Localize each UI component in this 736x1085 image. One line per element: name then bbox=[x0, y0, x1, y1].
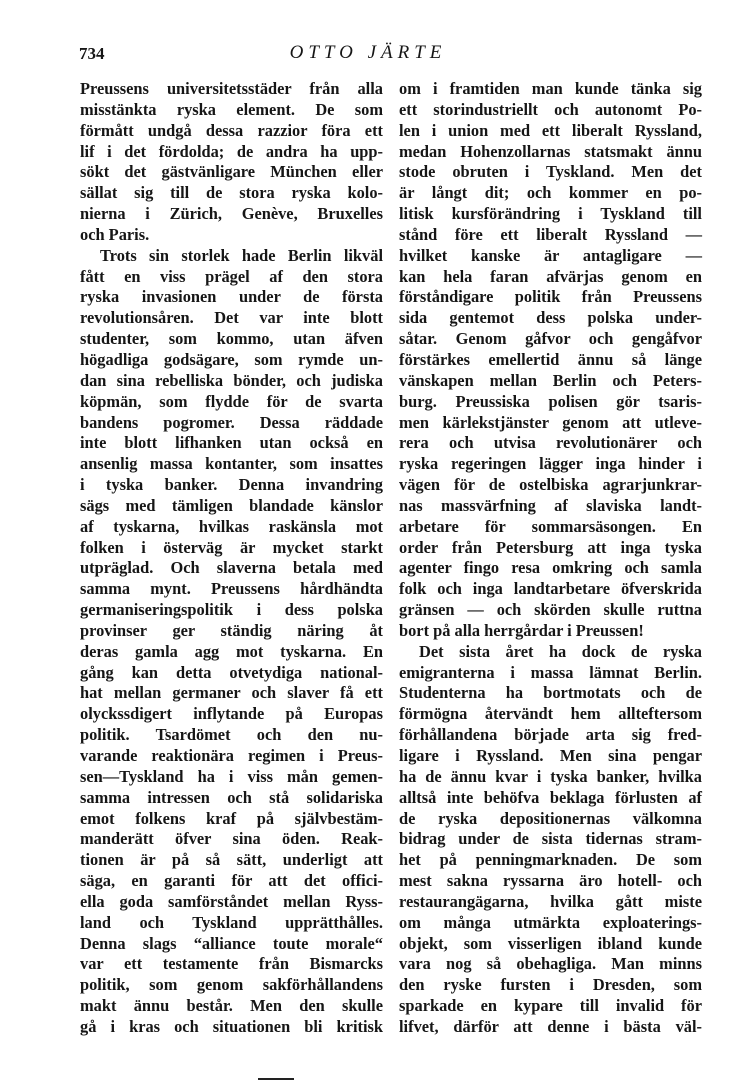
text-line: vänskapen mellan Berlin och Peters- bbox=[399, 370, 702, 390]
text-line: ansenlig massa kontanter, som insattes bbox=[80, 454, 383, 474]
text-line: sällat sig till de stora ryska kolo- bbox=[80, 183, 383, 203]
text-line: vägen för de ostelbiska agrarjunkrar- bbox=[399, 475, 702, 495]
text-line: bort på alla herrgårdar i Preussen! bbox=[399, 620, 644, 640]
text-line: restaurangägarna, hvilka gått miste bbox=[399, 891, 702, 911]
text-line: emot folkens kraf på självbestäm- bbox=[80, 808, 383, 828]
text-line: Preussens universitetsstäder från alla bbox=[80, 79, 383, 98]
text-line: arbetare för sommarsäsongen. En bbox=[399, 516, 702, 536]
text-line: fått en viss prägel af den stora bbox=[80, 266, 383, 286]
text-line: mest sakna ryssarna äro hotell- och bbox=[399, 871, 702, 891]
text-line: misstänkta ryska element. De som bbox=[80, 99, 383, 119]
text-line: förhållandena började arta sig fred- bbox=[399, 725, 702, 745]
text-line: nas massvärfning af slaviska landt- bbox=[399, 495, 702, 515]
text-line: studenter, som kommo, utan äfven bbox=[80, 329, 383, 349]
text-line: förstärkes emellertid ännu så länge bbox=[399, 349, 702, 369]
text-line: stode obruten i Tyskland. Men det bbox=[399, 162, 702, 182]
text-line: var ett testamente från Bismarcks bbox=[80, 954, 383, 974]
text-line: i tyska banker. Denna invandring bbox=[80, 475, 383, 495]
text-line: lif i det fördolda; de andra ha upp- bbox=[80, 141, 383, 161]
text-line: men kärlekstjänster genom att utleve- bbox=[399, 412, 702, 432]
text-line: gränsen — och skörden skulle ruttna bbox=[399, 600, 702, 620]
text-line: lifvet, därför att denne i bästa väl- bbox=[399, 1016, 702, 1036]
text-line: köpmän, som flydde för de svarta bbox=[80, 391, 383, 411]
text-line: ella goda samförståndet mellan Ryss- bbox=[80, 891, 383, 911]
text-line: deras gamla agg mot tyskarna. En bbox=[80, 641, 383, 661]
right-column bbox=[399, 79, 702, 1038]
text-line: tionen är på så sätt, underligt att bbox=[80, 850, 383, 870]
footer-rule bbox=[258, 1078, 294, 1080]
text-line: dan sina rebelliska bönder, och judiska bbox=[80, 370, 383, 390]
text-line: alltså inte behöfva beklaga förlusten af bbox=[399, 787, 702, 807]
text-line: gång kan detta otvetydiga national- bbox=[80, 662, 383, 682]
text-line: medan Hohenzollarnas statsmakt ännu bbox=[399, 141, 702, 161]
text-line: sen—Tyskland ha i viss mån gemen- bbox=[80, 766, 383, 786]
text-line: samma mynt. Preussens hårdhändta bbox=[80, 579, 383, 599]
text-line: vara nog så obehagliga. Man minns bbox=[399, 954, 702, 974]
text-line: politik. Tsardömet och den nu- bbox=[80, 725, 383, 745]
text-line: olyckssdigert inflytande på Europas bbox=[80, 704, 383, 724]
text-line: de ryska depositionernas välkomna bbox=[399, 808, 702, 828]
text-line: makt ännu består. Men den skulle bbox=[80, 996, 383, 1016]
page-number: 734 bbox=[79, 44, 105, 63]
text-line: säga, en garanti för att det offici- bbox=[80, 871, 383, 891]
text-line: Trots sin storlek hade Berlin likväl bbox=[100, 245, 383, 265]
text-line: gå i kras och situationen bli kritisk bbox=[80, 1016, 383, 1036]
text-line: burg. Preussiska polisen gör tsaris- bbox=[399, 391, 702, 411]
text-line: sägs med tämligen blandade känslor bbox=[80, 495, 383, 515]
text-line: het på penningmarknaden. De som bbox=[399, 850, 702, 870]
text-line: litisk kursförändring i Tyskland till bbox=[399, 204, 702, 224]
text-line: manderätt öfver sina öden. Reak- bbox=[80, 829, 383, 849]
text-line: förståndigare politik från Preussens bbox=[399, 287, 702, 307]
text-line: rera och utvisa revolutionärer och bbox=[399, 433, 702, 453]
text-line: förmått undgå dessa razzior föra ett bbox=[80, 120, 383, 140]
text-line: provinser ger ständig näring åt bbox=[80, 620, 383, 640]
text-line: emigranterna i massa lämnat Berlin. bbox=[399, 662, 702, 682]
text-line: såtar. Genom gåfvor och gengåfvor bbox=[399, 329, 702, 349]
text-line: bandens pogromer. Dessa räddade bbox=[80, 412, 383, 432]
text-line: folk och inga landtarbetare öfverskrida bbox=[399, 579, 702, 599]
text-line: samma intressen och stå solidariska bbox=[80, 787, 383, 807]
text-line: och Paris. bbox=[80, 224, 150, 244]
text-line: agenter fingo resa omkring och samla bbox=[399, 558, 702, 578]
text-line: sparkade en kypare till invalid för bbox=[399, 996, 702, 1016]
text-line: högadliga godsägare, som rymde un- bbox=[80, 349, 383, 369]
text-line: Studenterna ha bortmotats och de bbox=[399, 683, 702, 703]
text-line: nierna i Zürich, Genève, Bruxelles bbox=[80, 204, 383, 224]
text-line: är långt dit; och kommer en po- bbox=[399, 183, 702, 203]
text-line: revolutionsåren. Det var inte blott bbox=[80, 308, 383, 328]
text-line: len i union med ett liberalt Ryssland, bbox=[399, 120, 702, 140]
text-line: bidrag under de sista tidernas stram- bbox=[399, 829, 702, 849]
text-line: objekt, som visserligen ibland kunde bbox=[399, 933, 702, 953]
text-line: ha de ännu kvar i tyska banker, hvilka bbox=[399, 766, 702, 786]
text-line: ryska regeringen lägger inga hinder i bbox=[399, 454, 702, 474]
left-column bbox=[80, 79, 383, 1038]
text-line: politik, som genom sakförhållandens bbox=[80, 975, 383, 995]
text-line: inte blott lifhanken utan också en bbox=[80, 433, 383, 453]
text-line: sida gentemot dess polska under- bbox=[399, 308, 702, 328]
text-line: stånd före ett liberalt Ryssland — bbox=[399, 224, 702, 244]
running-title: OTTO JÄRTE bbox=[289, 42, 447, 63]
text-line: utpräglad. Och slaverna betala med bbox=[80, 558, 383, 578]
text-line: af tyskarna, hvilkas raskänsla mot bbox=[80, 516, 383, 536]
text-line: Denna slags “alliance toute morale“ bbox=[80, 933, 383, 953]
text-line: om många utmärkta exploaterings- bbox=[399, 912, 702, 932]
text-line: hat mellan germaner och slaver få ett bbox=[80, 683, 383, 703]
text-line: förmögna återvändt hem allteftersom bbox=[399, 704, 702, 724]
text-line: germaniseringspolitik i dess polska bbox=[80, 600, 383, 620]
text-line: ett storindustriellt och autonomt Po- bbox=[399, 99, 702, 119]
text-line: ligare i Ryssland. Men sina pengar bbox=[399, 746, 702, 765]
text-line: Det sista året ha dock de ryska bbox=[419, 641, 702, 661]
text-line: kan hela faran afvärjas genom en bbox=[399, 266, 702, 286]
text-line: hvilket kanske är antagligare — bbox=[399, 245, 702, 265]
text-line: den ryske fursten i Dresden, som bbox=[399, 975, 702, 995]
text-line: land och Tyskland upprätthålles. bbox=[80, 912, 383, 932]
text-line: ryska invasionen under de första bbox=[80, 287, 383, 307]
text-line: folken i österväg är mycket starkt bbox=[80, 537, 383, 557]
text-line: om i framtiden man kunde tänka sig bbox=[399, 79, 702, 98]
text-line: sökt det gästvänligare München eller bbox=[80, 162, 383, 182]
text-line: varande reaktionära regimen i Preus- bbox=[80, 746, 383, 765]
text-line: order från Petersburg att inga tyska bbox=[399, 537, 702, 557]
